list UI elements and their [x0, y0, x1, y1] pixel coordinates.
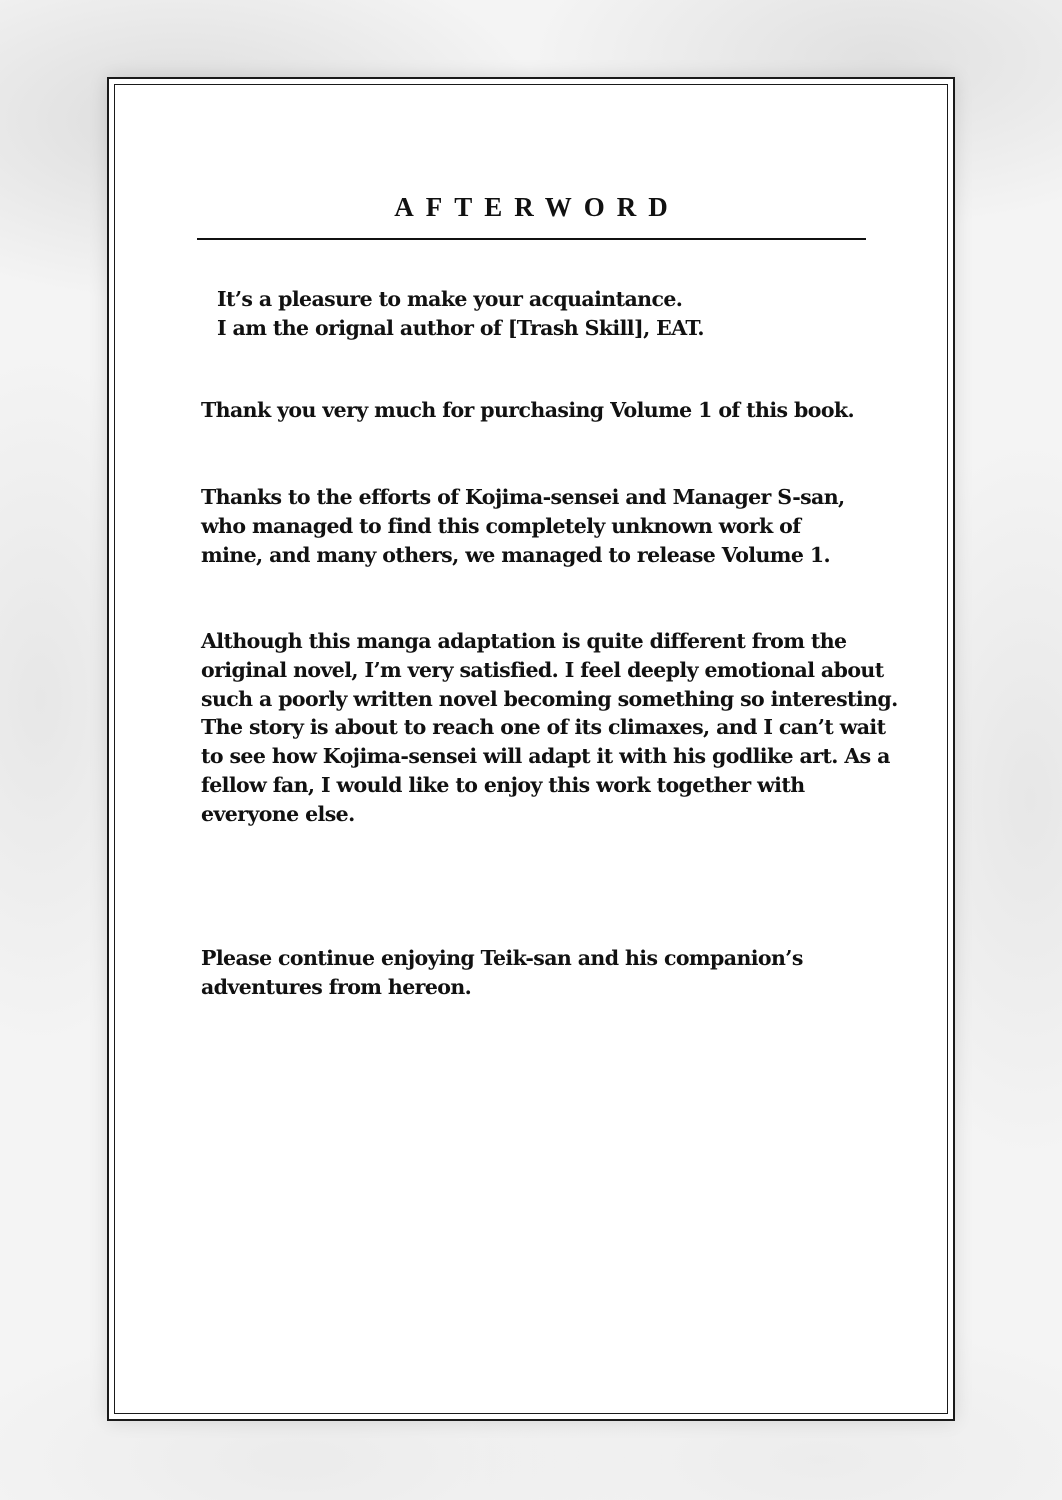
- paragraph-line: to see how Kojima-sensei will adapt it with his godlike art. As a: [201, 744, 890, 769]
- paragraph-line: Please continue enjoying Teik-san and his companion’s: [201, 946, 803, 970]
- page-title: AFTERWORD: [394, 192, 680, 222]
- paragraph-line: such a poorly written novel becoming something so interesting.: [201, 686, 898, 711]
- paragraph-line: Although this manga adaptation is quite different from the: [201, 629, 847, 653]
- paragraph-line: The story is about to reach one of its climaxes, and I can’t wait: [201, 715, 886, 740]
- paragraph-line: everyone else.: [201, 801, 355, 826]
- paragraph-acknowledgements: [201, 483, 871, 569]
- greeting-line: It’s a pleasure to make your acquaintance.: [217, 287, 683, 311]
- paragraph-line: fellow fan, I would like to enjoy this work together with: [201, 772, 805, 797]
- title-divider: [197, 238, 866, 240]
- greeting: [217, 285, 887, 343]
- paragraph-line: who managed to find this completely unknown work of: [201, 513, 801, 538]
- paragraph-adaptation: [201, 627, 898, 829]
- paragraph-line: Thank you very much for purchasing Volume 1 of this book.: [201, 398, 855, 422]
- paragraph-line: original novel, I’m very satisfied. I feel deeply emotional about: [201, 657, 884, 682]
- paragraph-thanks-purchase: [201, 396, 871, 425]
- paragraph-line: adventures from hereon.: [201, 974, 472, 999]
- paragraph-line: Thanks to the efforts of Kojima-sensei and Manager S-san,: [201, 485, 845, 509]
- paragraph-line: mine, and many others, we managed to release Volume 1.: [201, 542, 831, 567]
- greeting-line: I am the orignal author of [Trash Skill], EAT.: [217, 315, 704, 340]
- paragraph-closing: [201, 944, 871, 1002]
